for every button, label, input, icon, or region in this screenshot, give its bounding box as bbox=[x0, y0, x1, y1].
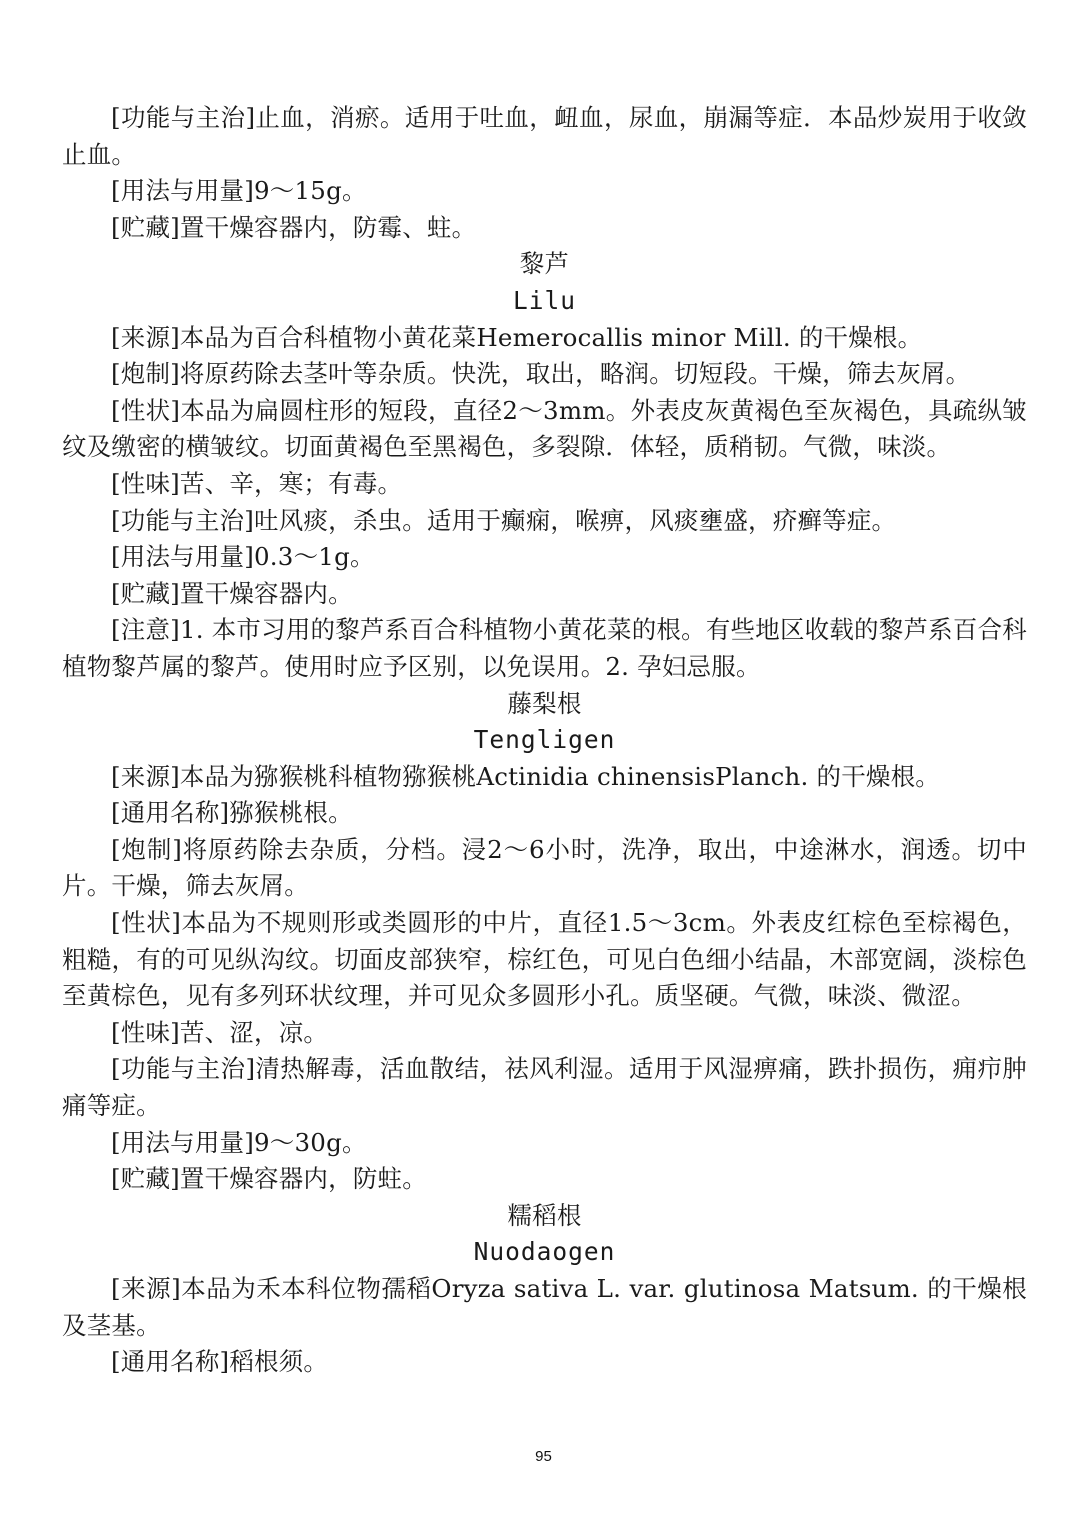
paragraph: [来源]本品为猕猴桃科植物猕猴桃Actinidia chinensisPlanch. 的干燥根。 bbox=[111, 761, 940, 791]
paragraph: [性味]苦、涩，凉。 bbox=[111, 1017, 329, 1047]
paragraph: [功能与主治]止血，消瘀。适用于吐血，衄血，尿血，崩漏等症．本品炒炭用于收敛止血。 bbox=[62, 103, 1027, 169]
paragraph: [通用名称]稻根须。 bbox=[111, 1347, 329, 1377]
paragraph: [来源]本品为百合科植物小黄花菜Hemerocallis minor Mill. 的干燥根。 bbox=[111, 322, 923, 352]
paragraph: [用法与用量]0.3～1g。 bbox=[111, 542, 375, 572]
paragraph: [通用名称]猕猴桃根。 bbox=[111, 798, 353, 828]
paragraph: [性状]本品为扁圆柱形的短段，直径2～3mm。外表皮灰黄褐色至灰褐色，具疏纵皱纹及缴密的横皱纹。切面黄褐色至黑褐色，多裂隙．体轻，质稍韧。气微，味淡。 bbox=[62, 395, 1027, 462]
paragraph: [贮藏]置干燥容器内，防蛀。 bbox=[111, 1164, 427, 1194]
entry-pinyin: Lilu bbox=[512, 285, 576, 315]
entry-pinyin: Nuodaogen bbox=[473, 1237, 616, 1267]
paragraph: [炮制]将原药除去杂质，分档。浸2～6小时，洗净，取出，中途淋水，润透。切中片。干燥，筛去灰屑。 bbox=[62, 834, 1027, 901]
document-body bbox=[62, 100, 1027, 1381]
paragraph: [注意]1. 本市习用的黎芦系百合科植物小黄花菜的根。有些地区收载的黎芦系百合科植物黎芦属的黎芦。使用时应予区别，以免误用。2. 孕妇忌服。 bbox=[62, 615, 1027, 681]
paragraph: [性味]苦、辛，寒；有毒。 bbox=[111, 468, 403, 498]
paragraph: [用法与用量]9～15g。 bbox=[111, 176, 367, 206]
paragraph: [贮藏]置干燥容器内。 bbox=[111, 578, 353, 608]
page-number: 95 bbox=[535, 1448, 552, 1465]
paragraph: [功能与主治]吐风痰，杀虫。适用于癫痫，喉痹，风痰壅盛，疥癣等症。 bbox=[111, 505, 897, 535]
entry-pinyin: Tengligen bbox=[473, 725, 616, 755]
entry-title: 糯稻根 bbox=[507, 1200, 582, 1230]
entry-title: 藤梨根 bbox=[507, 688, 582, 718]
paragraph: [功能与主治]清热解毒，活血散结，祛风利湿。适用于风湿痹痛，跌扑损伤，痈疖肿痛等症。 bbox=[62, 1054, 1027, 1121]
paragraph: [炮制]将原药除去茎叶等杂质。快洗，取出，略润。切短段。干燥，筛去灰屑。 bbox=[111, 359, 971, 389]
paragraph: [用法与用量]9～30g。 bbox=[111, 1127, 367, 1157]
entry-title: 黎芦 bbox=[519, 249, 570, 279]
paragraph: [贮藏]置干燥容器内，防霉、蛀。 bbox=[111, 212, 477, 242]
paragraph: [性状]本品为不规则形或类圆形的中片，直径1.5～3cm。外表皮红棕色至棕褐色，粗糙，有的可见纵沟纹。切面皮部狭窄，棕红色，可见白色细小结晶，木部宽阔，淡棕色至黄棕色，见有多列环状纹理，并可见众多圆形小孔。质坚硬。气微，味淡、微涩。 bbox=[62, 908, 1027, 1011]
paragraph: [来源]本品为禾本科位物孺稻Oryza sativa L. var. glutinosa Matsum. 的干燥根及茎基。 bbox=[62, 1274, 1027, 1340]
